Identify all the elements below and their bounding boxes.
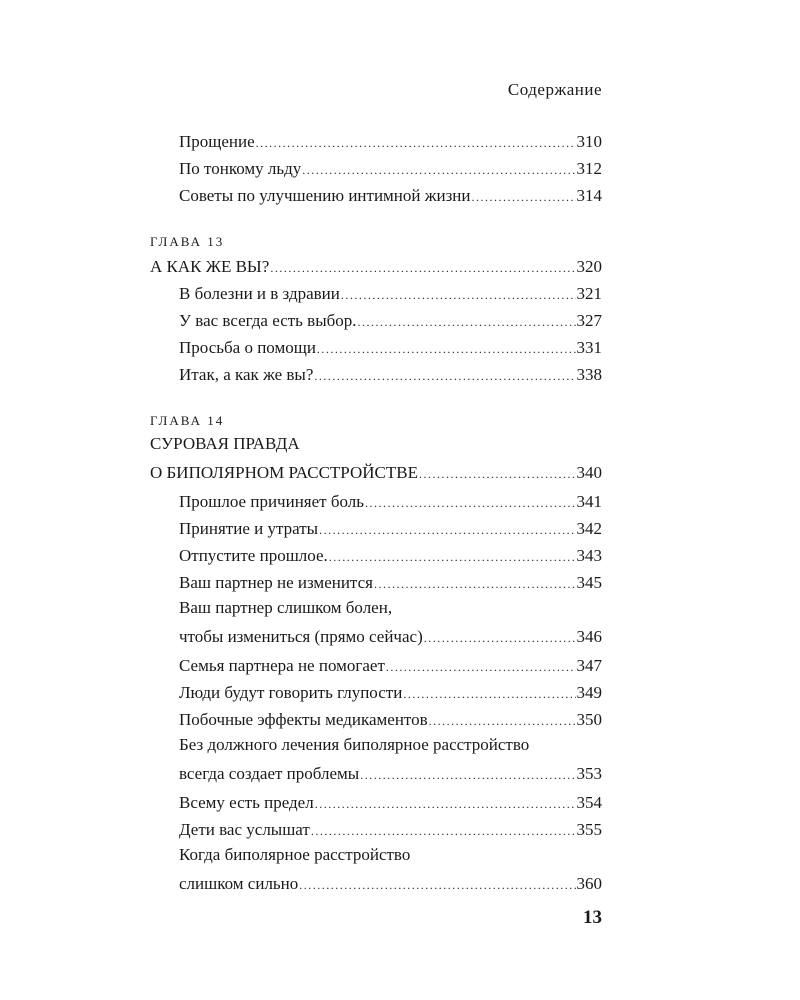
toc-entry-page: 314 [576, 186, 602, 205]
toc-entry[interactable] [150, 334, 602, 361]
toc-entry[interactable] [150, 843, 602, 899]
dot-leader [315, 791, 576, 818]
toc-entry-title: Принятие и утраты [179, 519, 319, 538]
toc-entry-title-line: Без должного лечения биполярное расстройство [179, 735, 530, 754]
toc-entry-title-line: Когда биполярное расстройство [179, 845, 411, 864]
dot-leader [358, 309, 576, 336]
dot-leader [419, 461, 576, 488]
toc-entry[interactable] [150, 733, 602, 789]
toc-entry-title: Просьба о помощи [179, 338, 316, 357]
toc-entry-title: Люди будут говорить глупости [179, 683, 403, 702]
toc-entry-title: Отпустите прошлое. [179, 546, 328, 565]
toc-entry[interactable] [150, 488, 602, 515]
toc-entry-page: 331 [576, 338, 602, 357]
toc-entry-title: Прошлое причиняет боль [179, 492, 364, 511]
toc-entry-page: 327 [576, 311, 602, 330]
toc-entry-page: 343 [576, 546, 602, 565]
dot-leader [386, 654, 576, 681]
toc-entry[interactable] [150, 155, 602, 182]
dot-leader [360, 762, 575, 789]
toc-entry[interactable] [150, 515, 602, 542]
toc-entry-page: 349 [576, 683, 602, 702]
toc-entry-title: Советы по улучшению интимной жизни [179, 186, 471, 205]
dot-leader [317, 336, 576, 363]
toc-entry[interactable] [150, 280, 602, 307]
dot-leader [429, 708, 576, 735]
toc-entry-title: слишком сильно [179, 874, 299, 893]
chapter-page: 320 [576, 257, 602, 276]
toc-entry-title: Семья партнера не помогает [179, 656, 385, 675]
toc-entry[interactable] [150, 706, 602, 733]
toc-entry[interactable] [150, 361, 602, 388]
toc-entry[interactable] [150, 652, 602, 679]
toc-entry-page: 353 [576, 764, 602, 783]
toc-entry-page: 354 [576, 793, 602, 812]
toc-entry-page: 341 [576, 492, 602, 511]
toc-entry-title: Ваш партнер не изменится [179, 573, 373, 592]
running-head: Содержание [507, 80, 602, 99]
chapter-entry[interactable] [150, 253, 602, 280]
toc-entry-title-line: Ваш партнер слишком болен, [179, 598, 393, 617]
dot-leader [311, 818, 576, 845]
toc-entry-title: всегда создает проблемы [179, 764, 360, 783]
toc-entry-page: 321 [576, 284, 602, 303]
chapter-title: О БИПОЛЯРНОМ РАССТРОЙСТВЕ [150, 463, 418, 482]
chapter-title: А КАК ЖЕ ВЫ? [150, 257, 270, 276]
toc-entry-title: В болезни и в здравии [179, 284, 340, 303]
chapter-label: ГЛАВА 13 [150, 234, 225, 249]
toc-entry-title: По тонкому льду [179, 159, 302, 178]
toc-entry-page: 312 [576, 159, 602, 178]
dot-leader [314, 363, 575, 390]
toc-entry-title: Побочные эффекты медикаментов [179, 710, 428, 729]
toc-entry[interactable] [150, 596, 602, 652]
chapter-title-line: СУРОВАЯ ПРАВДА [150, 434, 300, 453]
chapter-entry[interactable] [150, 432, 602, 488]
toc-entry-page: 310 [576, 132, 602, 151]
toc-entry[interactable] [150, 679, 602, 706]
page-number: 13 [583, 907, 602, 928]
dot-leader [302, 157, 575, 184]
chapter-page: 340 [576, 463, 602, 482]
dot-leader [329, 544, 576, 571]
toc-entry-title: Итак, а как же вы? [179, 365, 314, 384]
toc-entry-title: чтобы измениться (прямо сейчас) [179, 627, 423, 646]
toc-entry[interactable] [150, 307, 602, 334]
toc-entry-page: 345 [576, 573, 602, 592]
toc-entry-title: Прощение [179, 132, 255, 151]
toc-entry-page: 346 [576, 627, 602, 646]
dot-leader [341, 282, 576, 309]
toc-entry[interactable] [150, 542, 602, 569]
toc-entry[interactable] [150, 816, 602, 843]
toc-entry-page: 342 [576, 519, 602, 538]
toc-entry[interactable] [150, 128, 602, 155]
dot-leader [403, 681, 575, 708]
dot-leader [270, 255, 575, 282]
dot-leader [374, 571, 576, 598]
dot-leader [365, 490, 576, 517]
toc-entry-page: 350 [576, 710, 602, 729]
toc-entry[interactable] [150, 789, 602, 816]
toc-entry-title: Дети вас услышат [179, 820, 310, 839]
toc-entry-title: Всему есть предел [179, 793, 314, 812]
toc-entry[interactable] [150, 182, 602, 209]
toc-entry-page: 347 [576, 656, 602, 675]
toc-entry[interactable] [150, 569, 602, 596]
table-of-contents [150, 128, 602, 899]
dot-leader [472, 184, 576, 211]
toc-entry-page: 338 [576, 365, 602, 384]
dot-leader [299, 872, 575, 899]
dot-leader [424, 625, 576, 652]
toc-entry-page: 355 [576, 820, 602, 839]
dot-leader [256, 130, 576, 157]
toc-entry-page: 360 [576, 874, 602, 893]
chapter-label: ГЛАВА 14 [150, 413, 225, 428]
dot-leader [319, 517, 575, 544]
toc-entry-title: У вас всегда есть выбор. [179, 311, 357, 330]
